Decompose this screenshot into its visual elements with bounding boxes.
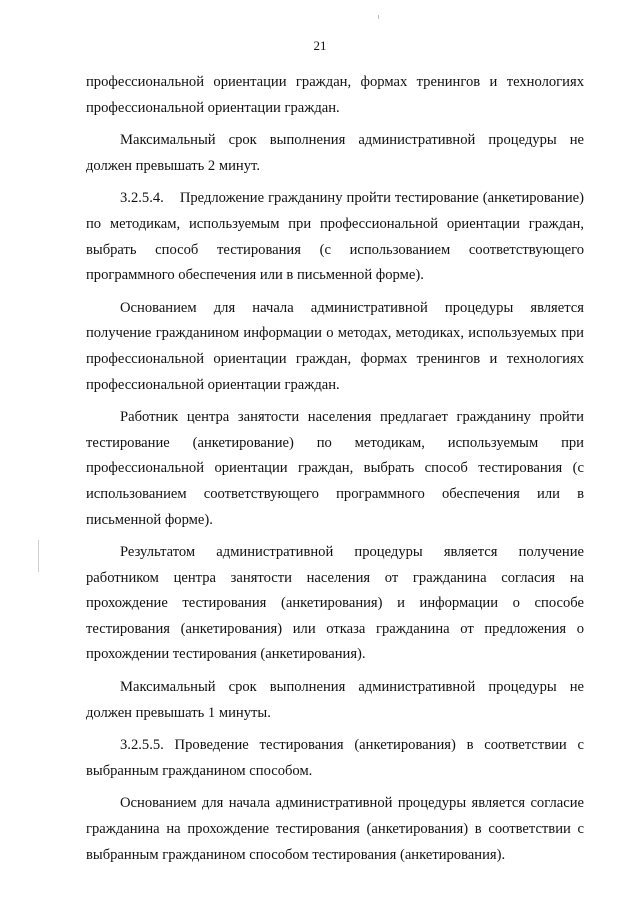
paragraph-max-time-2-min: Максимальный срок выполнения административной процедуры не должен превышать 2 минут. — [86, 132, 584, 174]
page-number: 21 — [313, 38, 327, 53]
paragraph-basis-procedure: Основанием для начала административной процедуры является получение гражданином информации о методах, методиках, используемых при профессиональной ориентации граждан, формах тренингов и технологиях профессиональной ориентации граждан. — [86, 299, 584, 393]
scan-speck — [378, 15, 379, 19]
paragraph-basis-consent: Основанием для начала административной процедуры является согласие гражданина на прохождение тестирования (анкетирования) в соответствии с выбранным гражданином способом тестирования (анкетирования). — [86, 795, 584, 863]
paragraph-section-3-2-5-5: 3.2.5.5. Проведение тестирования (анкетирования) в соответствии с выбранным гражданином способом. — [86, 737, 584, 779]
paragraph-continuation: профессиональной ориентации граждан, формах тренингов и технологиях профессиональной ориентации граждан. — [86, 74, 584, 116]
document-body — [86, 70, 584, 875]
scan-margin-mark — [38, 540, 39, 572]
paragraph-result: Результатом административной процедуры является получение работником центра занятости населения от гражданина согласия на прохождение тестирования (анкетирования) и информации о способе тестирования (анкетирования) или отказа гражданина от предложения о прохождении тестирования (анкетирования). — [86, 544, 584, 663]
paragraph-section-3-2-5-4: 3.2.5.4. Предложение гражданину пройти тестирование (анкетирование) по методикам, используемым при профессиональной ориентации граждан, выбрать способ тестирования (с использованием соответствующего программного обеспечения или в письменной форме). — [86, 190, 584, 284]
paragraph-max-time-1-min: Максимальный срок выполнения административной процедуры не должен превышать 1 минуты. — [86, 679, 584, 721]
paragraph-worker-offers: Работник центра занятости населения предлагает гражданину пройти тестирование (анкетирование) по методикам, используемым при профессиональной ориентации граждан, выбрать способ тестирования (с использованием соответствующего программного обеспечения или в письменной форме). — [86, 409, 584, 528]
